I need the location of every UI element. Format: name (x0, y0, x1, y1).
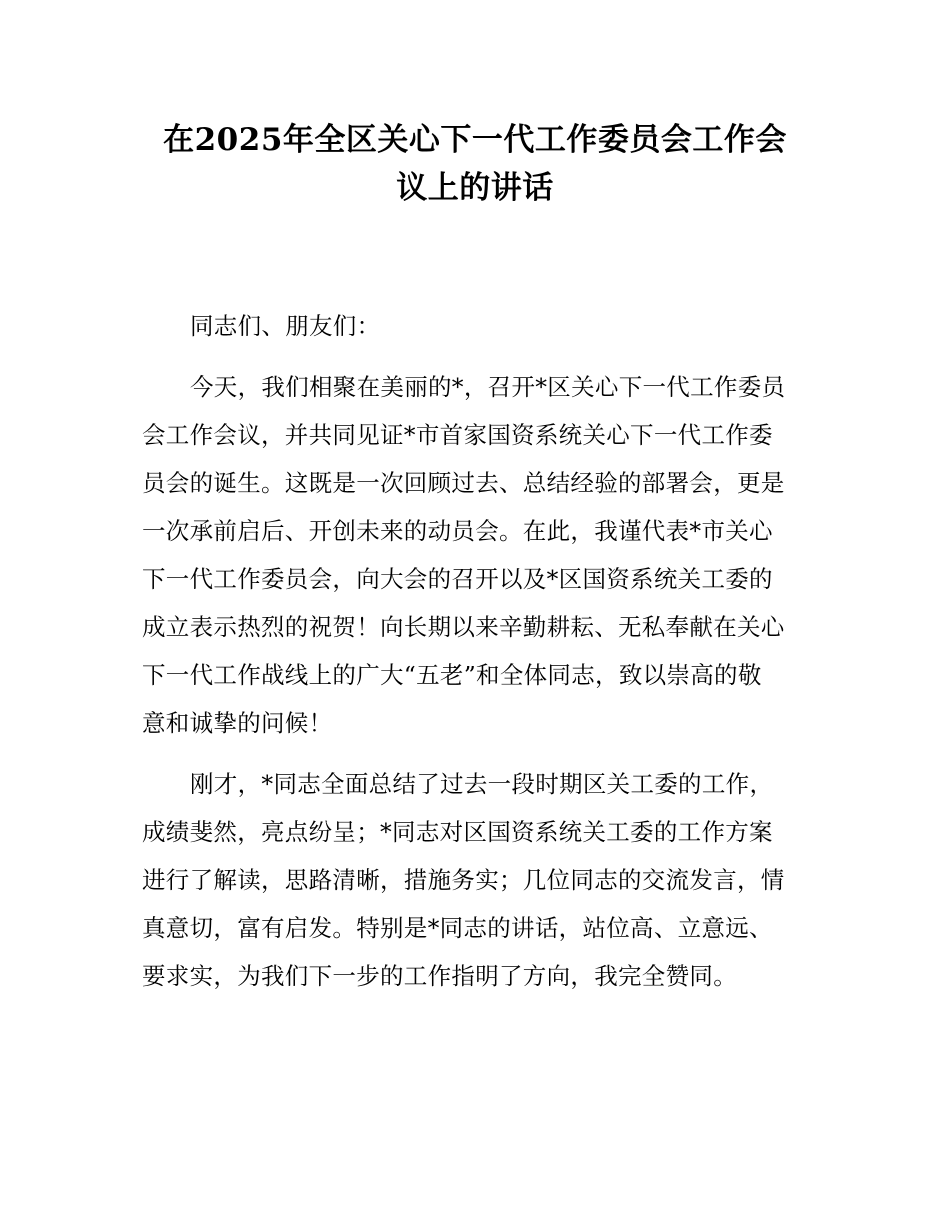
paragraph-line: 下一代工作委员会，向大会的召开以及*区国资系统关工委的 (142, 565, 773, 593)
paragraph-line: 成绩斐然，亮点纷呈；*同志对区国资系统关工委的工作方案 (142, 818, 773, 846)
paragraph-line: 成立表示热烈的祝贺！向长期以来辛勤耕耘、无私奉献在关心 (142, 613, 785, 641)
paragraph-line: 今天，我们相聚在美丽的*，召开*区关心下一代工作委员 (190, 373, 786, 401)
paragraph-line: 会工作会议，并共同见证*市首家国资系统关心下一代工作委 (142, 421, 773, 449)
paragraph-2 (142, 760, 822, 1000)
paragraph-line: 意和诚挚的问候！ (142, 709, 333, 737)
title-line-1: 在2025年全区关心下一代工作委员会工作会 (163, 122, 787, 158)
paragraph-line: 真意切，富有启发。特别是*同志的讲话，站位高、立意远、 (142, 914, 773, 942)
paragraph-line: 进行了解读，思路清晰，措施务实；几位同志的交流发言，情 (142, 866, 785, 894)
paragraph-line: 下一代工作战线上的广大“五老”和全体同志，致以崇高的敬 (142, 661, 762, 689)
paragraph-1 (142, 363, 822, 747)
greeting: 同志们、朋友们： (190, 312, 381, 340)
document-body (142, 302, 822, 1013)
document-title (0, 116, 950, 212)
paragraph-line: 刚才，*同志全面总结了过去一段时期区关工委的工作， (190, 770, 774, 798)
paragraph-line: 要求实，为我们下一步的工作指明了方向，我完全赞同。 (142, 962, 737, 990)
greeting-paragraph (142, 302, 822, 350)
paragraph-line: 一次承前启后、开创未来的动员会。在此，我谨代表*市关心 (142, 517, 773, 545)
title-line-2: 议上的讲话 (396, 170, 554, 206)
paragraph-line: 员会的诞生。这既是一次回顾过去、总结经验的部署会，更是 (142, 469, 785, 497)
